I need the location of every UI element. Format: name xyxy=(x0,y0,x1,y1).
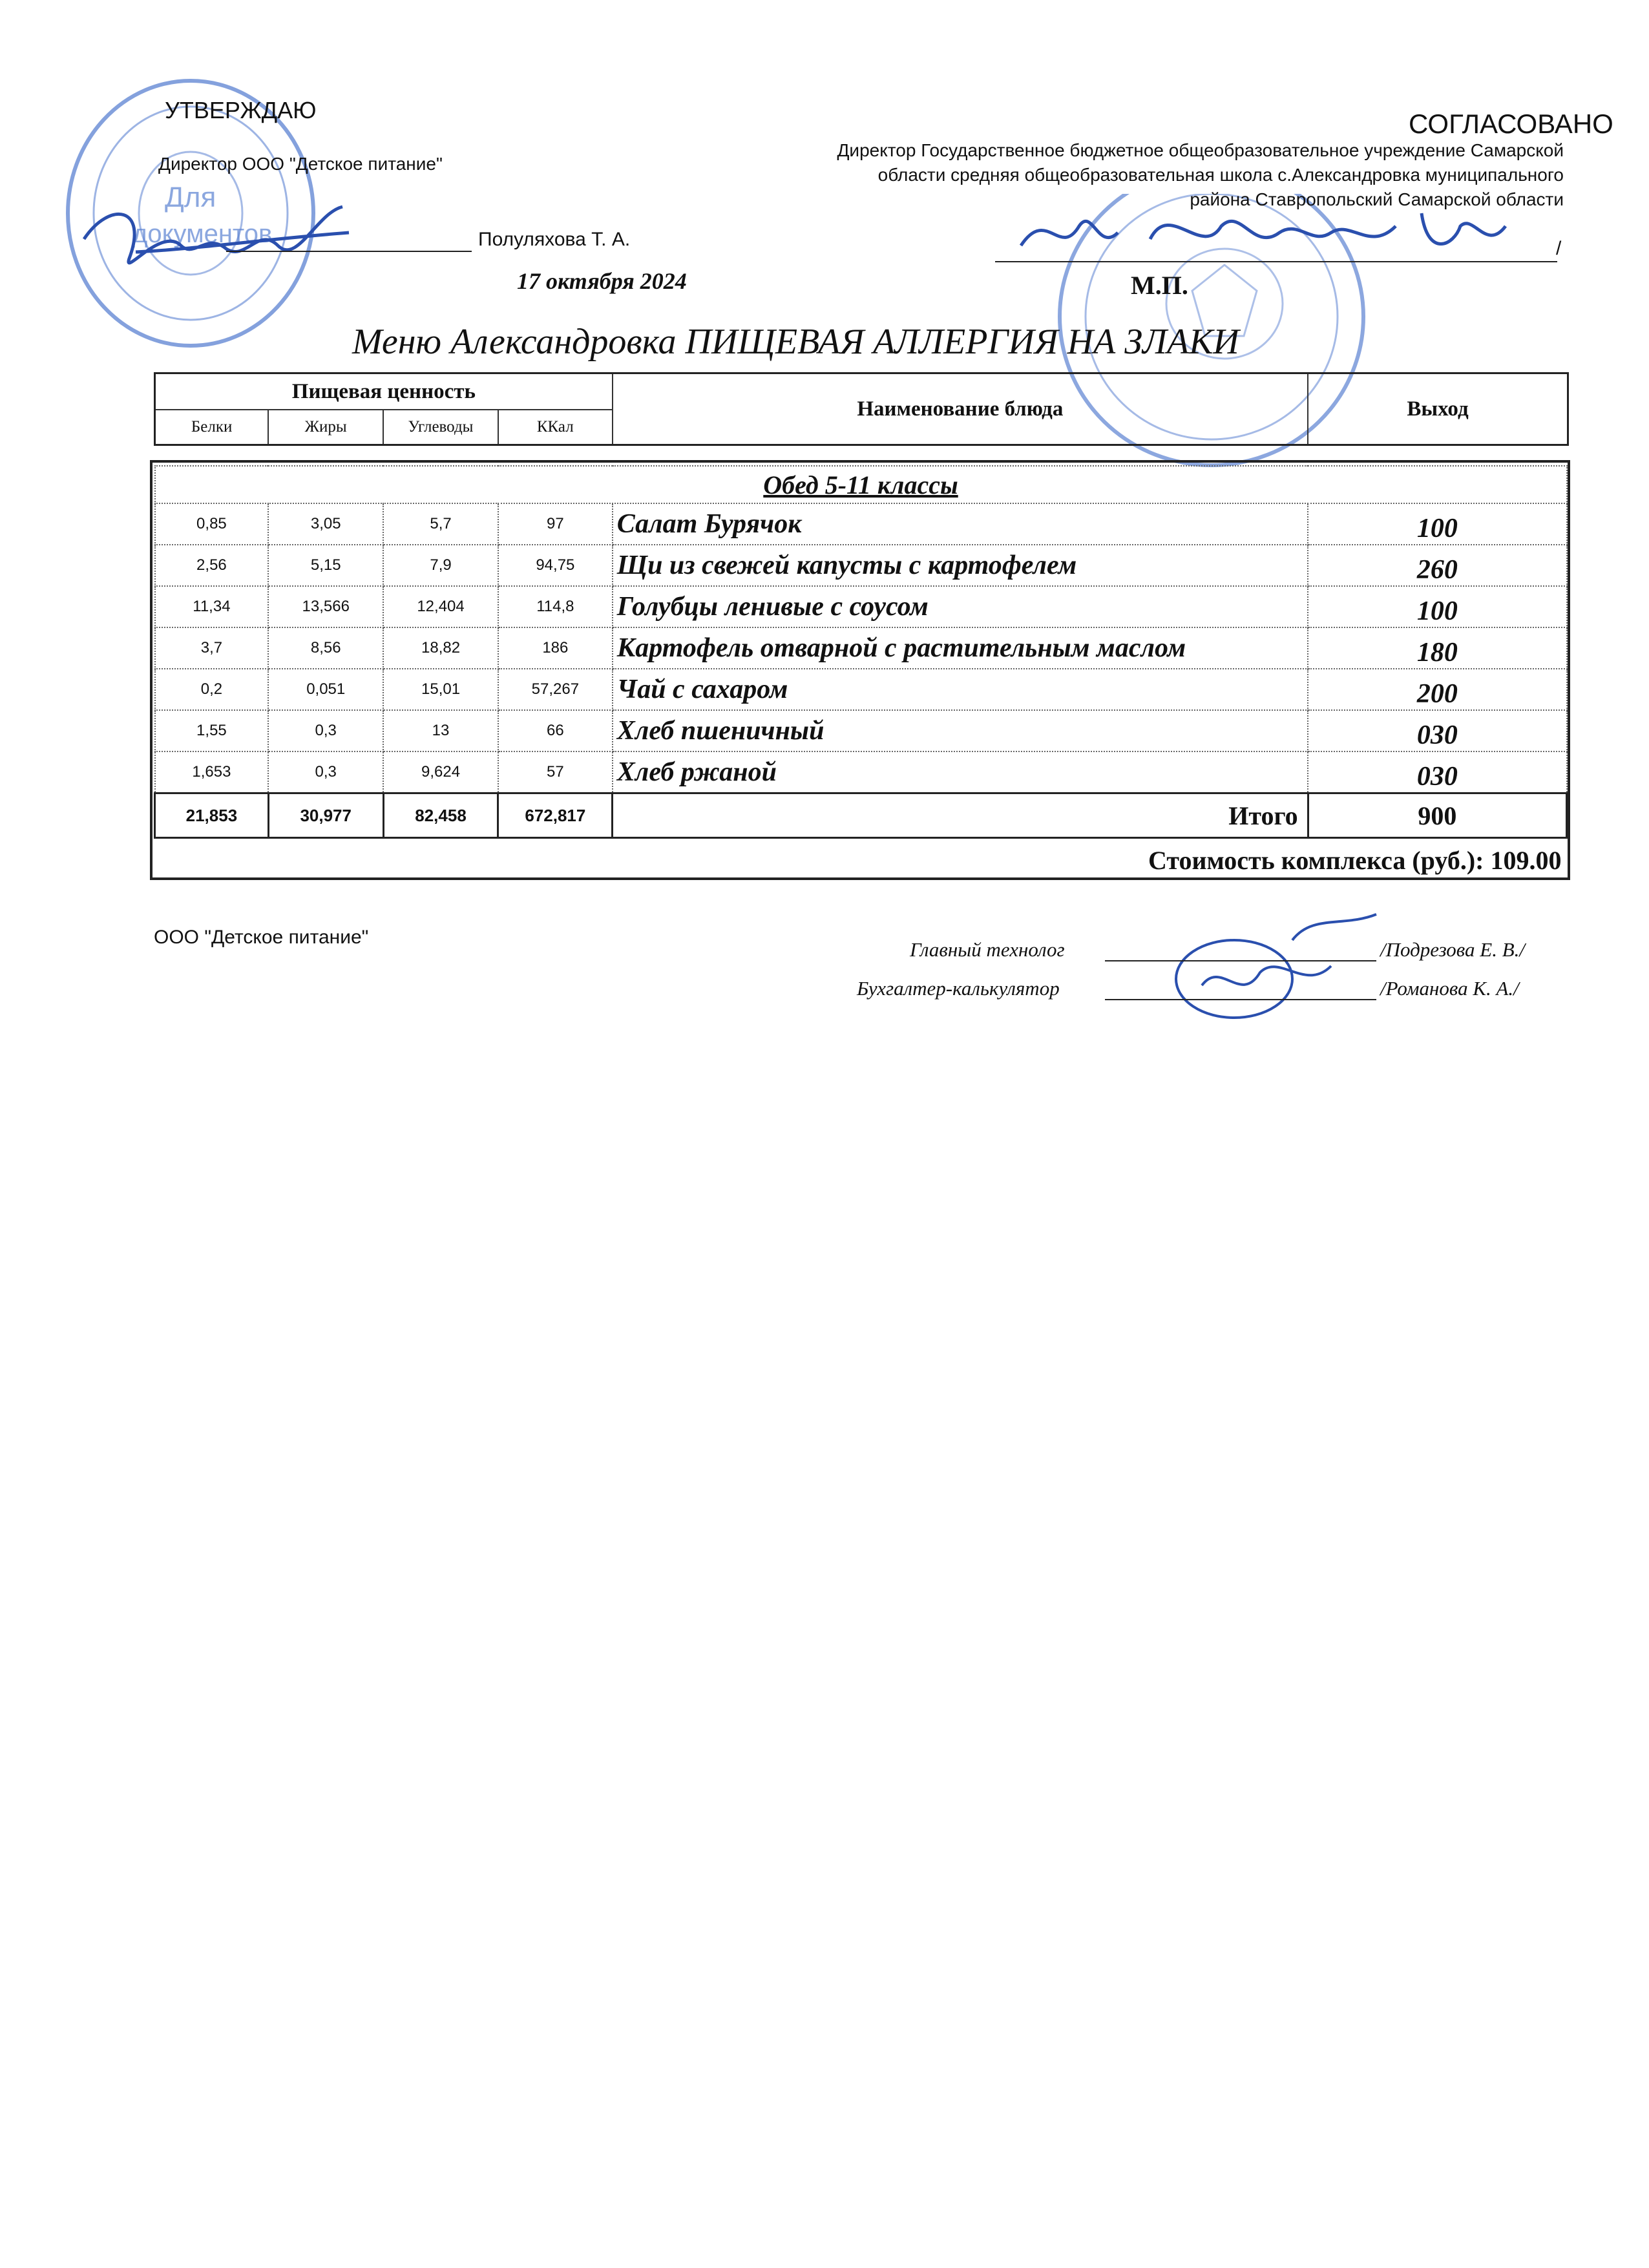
table-row xyxy=(155,710,1567,751)
cell-fats: 8,56 xyxy=(268,627,383,669)
agree-title: СОГЛАСОВАНО xyxy=(1409,109,1613,139)
nutrition-header: Пищевая ценность xyxy=(155,373,613,410)
table-row xyxy=(155,669,1567,710)
total-carbs: 82,458 xyxy=(383,793,498,838)
header-table xyxy=(154,372,1569,446)
cell-fats: 3,05 xyxy=(268,503,383,545)
cell-proteins: 0,2 xyxy=(155,669,269,710)
dish-header: Наименование блюда xyxy=(613,373,1308,445)
agree-role-line: Директор Государственное бюджетное общеобразовательное учреждение Самарской xyxy=(837,140,1564,160)
cell-dish: Картофель отварной с растительным маслом xyxy=(613,627,1308,669)
stamp-place-label: М.П. xyxy=(1131,271,1188,300)
cell-fats: 0,051 xyxy=(268,669,383,710)
chief-technologist-name: /Подрезова Е. В./ xyxy=(1380,938,1526,961)
table-row xyxy=(155,627,1567,669)
cell-carbs: 15,01 xyxy=(383,669,498,710)
output-header: Выход xyxy=(1308,373,1568,445)
cell-kcal: 57 xyxy=(498,751,613,793)
agree-role-line: района Ставропольский Самарской области xyxy=(1190,189,1564,209)
approve-signature-line xyxy=(226,251,472,252)
svg-text:Для: Для xyxy=(165,182,216,213)
total-kcal: 672,817 xyxy=(498,793,613,838)
chief-technologist-signature-line xyxy=(1105,960,1376,961)
agree-signature-line xyxy=(995,261,1557,262)
cell-dish: Салат Бурячок xyxy=(613,503,1308,545)
cell-dish: Чай с сахаром xyxy=(613,669,1308,710)
cell-output: 100 xyxy=(1308,503,1566,545)
accountant-role: Бухгалтер-калькулятор xyxy=(857,977,1060,1000)
agree-role xyxy=(743,138,1564,212)
totals-row xyxy=(155,793,1567,838)
chief-technologist-role: Главный технолог xyxy=(910,938,1065,961)
cell-kcal: 114,8 xyxy=(498,586,613,627)
table-row xyxy=(155,545,1567,586)
cell-proteins: 0,85 xyxy=(155,503,269,545)
column-header-carbs: Углеводы xyxy=(383,410,498,445)
cell-proteins: 11,34 xyxy=(155,586,269,627)
cell-carbs: 9,624 xyxy=(383,751,498,793)
cell-output: 100 xyxy=(1308,586,1566,627)
cell-kcal: 97 xyxy=(498,503,613,545)
cell-output: 030 xyxy=(1308,710,1566,751)
cell-proteins: 3,7 xyxy=(155,627,269,669)
column-header-proteins: Белки xyxy=(155,410,269,445)
cell-output: 030 xyxy=(1308,751,1566,793)
cell-kcal: 66 xyxy=(498,710,613,751)
cell-carbs: 5,7 xyxy=(383,503,498,545)
accountant-signature-line xyxy=(1105,999,1376,1000)
complex-cost: Стоимость комплекса (руб.): 109.00 xyxy=(1148,845,1562,875)
cell-kcal: 94,75 xyxy=(498,545,613,586)
tech-signature xyxy=(1163,901,1409,1031)
table-row xyxy=(155,586,1567,627)
cell-output: 180 xyxy=(1308,627,1566,669)
approve-date: 17 октября 2024 xyxy=(517,268,687,294)
total-proteins: 21,853 xyxy=(155,793,269,838)
total-fats: 30,977 xyxy=(268,793,383,838)
table-row xyxy=(155,751,1567,793)
column-header-kcal: ККал xyxy=(498,410,613,445)
cell-fats: 5,15 xyxy=(268,545,383,586)
cell-carbs: 7,9 xyxy=(383,545,498,586)
cell-carbs: 13 xyxy=(383,710,498,751)
category-heading: Обед 5-11 классы xyxy=(155,466,1567,503)
approve-role: Директор ООО "Детское питание" xyxy=(158,154,443,174)
cell-proteins: 2,56 xyxy=(155,545,269,586)
agree-role-line: области средняя общеобразовательная школа с.Александровка муниципального xyxy=(877,165,1564,185)
table-row xyxy=(155,503,1567,545)
svg-text:документов: документов xyxy=(132,220,273,248)
column-header-fats: Жиры xyxy=(268,410,383,445)
cell-proteins: 1,653 xyxy=(155,751,269,793)
approve-title: УТВЕРЖДАЮ xyxy=(165,97,317,123)
cell-kcal: 186 xyxy=(498,627,613,669)
accountant-name: /Романова К. А./ xyxy=(1380,977,1519,1000)
menu-table xyxy=(154,465,1568,881)
total-output: 900 xyxy=(1308,793,1566,838)
cell-dish: Щи из свежей капусты с картофелем xyxy=(613,545,1308,586)
cell-fats: 0,3 xyxy=(268,751,383,793)
company-name: ООО "Детское питание" xyxy=(154,927,369,948)
cell-carbs: 12,404 xyxy=(383,586,498,627)
cell-output: 260 xyxy=(1308,545,1566,586)
cell-carbs: 18,82 xyxy=(383,627,498,669)
approve-name: Полуляхова Т. А. xyxy=(478,229,631,250)
cell-output: 200 xyxy=(1308,669,1566,710)
cell-fats: 13,566 xyxy=(268,586,383,627)
approve-signature xyxy=(71,187,368,297)
menu-title: Меню Александровка ПИЩЕВАЯ АЛЛЕРГИЯ НА ЗЛАКИ xyxy=(352,322,1239,362)
cell-kcal: 57,267 xyxy=(498,669,613,710)
total-label: Итого xyxy=(613,793,1308,838)
cell-dish: Хлеб ржаной xyxy=(613,751,1308,793)
cell-fats: 0,3 xyxy=(268,710,383,751)
cell-proteins: 1,55 xyxy=(155,710,269,751)
agree-slash: / xyxy=(1556,238,1562,259)
cell-dish: Голубцы ленивые с соусом xyxy=(613,586,1308,627)
cell-dish: Хлеб пшеничный xyxy=(613,710,1308,751)
